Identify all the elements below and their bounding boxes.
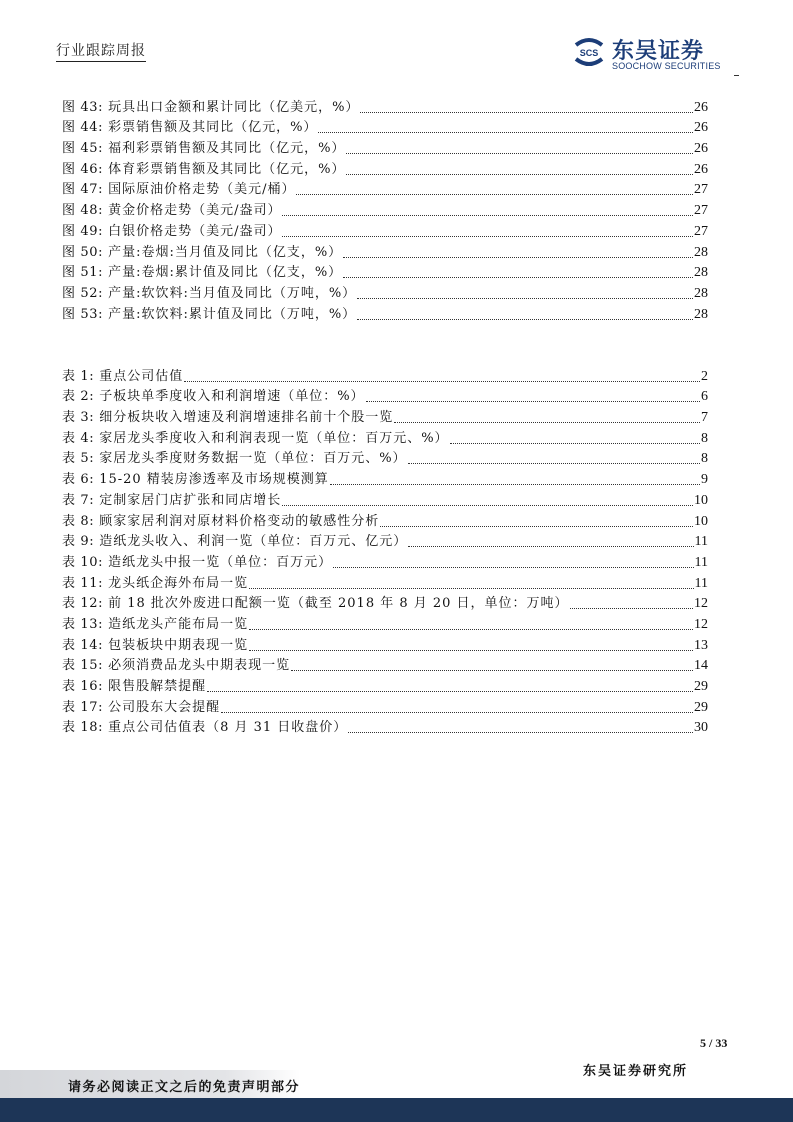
entry-label: 表 16:: [62, 679, 104, 694]
entry-label: 图 43:: [62, 99, 104, 115]
dot-leader: [184, 381, 700, 382]
entry-label: 表 7:: [62, 492, 95, 508]
entry-title: 体育彩票销售额及其同比（亿元，%）: [108, 161, 346, 177]
entry-title: 龙头纸企海外布局一览: [108, 575, 249, 591]
footer-company: 东吴证券研究所: [583, 1064, 689, 1079]
entry-label: 图 47:: [62, 182, 104, 198]
table-entry[interactable]: [62, 467, 708, 488]
entry-page: 27: [694, 203, 708, 219]
dot-leader: [343, 277, 693, 278]
figure-entry[interactable]: [62, 178, 708, 199]
logo-mark-text: SCS: [579, 48, 599, 58]
dot-leader: [394, 422, 700, 423]
disclaimer-text: 请务必阅读正文之后的免责声明部分: [68, 1080, 301, 1095]
entry-page: 7: [701, 410, 708, 426]
figure-entry[interactable]: [62, 157, 708, 178]
entry-page: 27: [694, 182, 708, 198]
report-type: 行业跟踪周报: [56, 40, 146, 60]
figure-entry[interactable]: [62, 281, 708, 302]
entry-title: 产量:卷烟:累计值及同比（亿支，%）: [108, 265, 343, 281]
dot-leader: [249, 629, 693, 630]
entry-title: 产量:卷烟:当月值及同比（亿支，%）: [108, 244, 343, 260]
dot-leader: [348, 732, 693, 733]
dot-leader: [291, 670, 693, 671]
entry-label: 图 49:: [62, 223, 104, 239]
entry-page: 9: [701, 472, 708, 488]
entry-title: 国际原油价格走势（美元/桶）: [108, 182, 296, 198]
entry-page: 14: [694, 658, 708, 674]
entry-page: 8: [701, 430, 708, 446]
entry-page: 29: [694, 679, 708, 694]
entry-label: 图 51:: [62, 265, 104, 281]
entry-label: 表 13:: [62, 616, 104, 632]
figure-entry[interactable]: [62, 198, 708, 219]
entry-page: 6: [701, 389, 708, 405]
entry-label: 表 1:: [62, 368, 95, 384]
dot-leader: [318, 132, 693, 133]
dot-leader: [366, 401, 700, 402]
header-divider: [734, 75, 739, 76]
entry-page: 28: [694, 285, 708, 301]
figure-entry[interactable]: [62, 219, 708, 240]
dot-leader: [450, 443, 700, 444]
logo-chinese-name: 东吴证券: [612, 39, 705, 64]
dot-leader: [357, 298, 693, 299]
dot-leader: [282, 215, 693, 216]
entry-title: 造纸龙头收入、利润一览（单位：百万元、亿元）: [99, 534, 408, 550]
entry-label: 图 44:: [62, 120, 104, 136]
entry-page: 11: [694, 575, 708, 591]
table-entry[interactable]: [62, 695, 708, 716]
entry-page: 10: [694, 492, 708, 508]
entry-label: 表 4:: [62, 430, 95, 446]
company-logo: [570, 33, 740, 73]
dot-leader: [207, 691, 693, 692]
scs-logo-icon: [570, 33, 608, 71]
dot-leader: [357, 319, 693, 320]
table-entry[interactable]: [62, 592, 708, 613]
entry-page: 10: [694, 513, 708, 529]
entry-page: 8: [701, 451, 708, 467]
entry-page: 29: [694, 699, 708, 715]
logo-english-name: SOOCHOW SECURITIES: [612, 61, 721, 71]
entry-page: 12: [694, 596, 708, 612]
entry-page: 12: [694, 616, 708, 632]
entry-label: 图 52:: [62, 285, 104, 301]
entry-label: 图 48:: [62, 203, 104, 219]
entry-title: 造纸龙头中报一览（单位：百万元）: [108, 554, 333, 570]
dot-leader: [221, 712, 693, 713]
dot-leader: [380, 526, 693, 527]
entry-label: 表 11:: [62, 575, 104, 591]
table-list: [62, 364, 708, 736]
entry-title: 公司股东大会提醒: [108, 699, 221, 715]
table-entry[interactable]: [62, 633, 708, 654]
entry-label: 表 12:: [62, 596, 104, 612]
dot-leader: [249, 650, 693, 651]
figure-entry[interactable]: [62, 95, 708, 116]
entry-title: 玩具出口金额和累计同比（亿美元，%）: [108, 99, 360, 115]
dot-leader: [333, 567, 693, 568]
table-entry[interactable]: [62, 364, 708, 385]
table-entry[interactable]: [62, 654, 708, 675]
entry-page: 2: [701, 368, 708, 384]
dot-leader: [408, 463, 700, 464]
dot-leader: [408, 546, 693, 547]
dot-leader: [346, 174, 693, 175]
entry-page: 27: [694, 223, 708, 239]
entry-label: 表 14:: [62, 637, 104, 653]
table-entry[interactable]: [62, 612, 708, 633]
entry-page: 11: [694, 554, 708, 570]
dot-leader: [330, 484, 700, 485]
entry-label: 图 45:: [62, 141, 104, 157]
entry-page: 26: [694, 161, 708, 177]
entry-label: 表 18:: [62, 720, 104, 736]
entry-label: 表 8:: [62, 513, 95, 529]
entry-title: 产量:软饮料:累计值及同比（万吨，%）: [108, 306, 357, 322]
entry-title: 限售股解禁提醒: [108, 679, 207, 694]
table-entry[interactable]: [62, 530, 708, 551]
entry-label: 表 9:: [62, 534, 95, 550]
entry-title: 造纸龙头产能布局一览: [108, 616, 249, 632]
table-entry[interactable]: [62, 509, 708, 530]
entry-label: 图 50:: [62, 244, 104, 260]
table-entry[interactable]: [62, 674, 708, 695]
table-entry[interactable]: [62, 571, 708, 592]
entry-title: 重点公司估值: [99, 368, 184, 384]
entry-title: 细分板块收入增速及利润增速排名前十个股一览: [99, 410, 394, 426]
entry-page: 11: [694, 534, 708, 550]
entry-page: 26: [694, 99, 708, 115]
entry-title: 15-20 精装房渗透率及市场规模测算: [99, 472, 329, 488]
entry-title: 福利彩票销售额及其同比（亿元，%）: [108, 141, 346, 157]
entry-title: 产量:软饮料:当月值及同比（万吨，%）: [108, 285, 357, 301]
figure-entry[interactable]: [62, 240, 708, 261]
figure-list: [62, 95, 708, 323]
table-entry[interactable]: [62, 488, 708, 509]
entry-label: 表 3:: [62, 410, 95, 426]
dot-leader: [570, 608, 693, 609]
entry-label: 图 46:: [62, 161, 104, 177]
figure-entry[interactable]: [62, 136, 708, 157]
figure-entry[interactable]: [62, 261, 708, 282]
footer-band: [0, 1098, 793, 1122]
entry-title: 白银价格走势（美元/盎司）: [108, 223, 282, 239]
entry-title: 家居龙头季度收入和利润表现一览（单位：百万元、%）: [99, 430, 449, 446]
entry-page: 28: [694, 244, 708, 260]
dot-leader: [346, 153, 693, 154]
entry-label: 表 15:: [62, 658, 104, 674]
entry-label: 图 53:: [62, 306, 104, 322]
entry-label: 表 2:: [62, 389, 95, 405]
entry-page: 28: [694, 265, 708, 281]
dot-leader: [360, 112, 693, 113]
table-entry[interactable]: [62, 385, 708, 406]
entry-title: 黄金价格走势（美元/盎司）: [108, 203, 282, 219]
table-entry[interactable]: [62, 716, 708, 737]
entry-page: 26: [694, 141, 708, 157]
entry-title: 家居龙头季度财务数据一览（单位：百万元、%）: [99, 451, 407, 467]
entry-title: 必须消费品龙头中期表现一览: [108, 658, 291, 674]
table-entry[interactable]: [62, 550, 708, 571]
entry-page: 28: [694, 306, 708, 322]
figure-entry[interactable]: [62, 302, 708, 323]
entry-label: 表 5:: [62, 451, 95, 467]
disclaimer-bar: [0, 1070, 300, 1098]
dot-leader: [282, 236, 693, 237]
entry-title: 彩票销售额及其同比（亿元，%）: [108, 120, 318, 136]
entry-page: 26: [694, 120, 708, 136]
entry-title: 包装板块中期表现一览: [108, 637, 249, 653]
dot-leader: [282, 505, 693, 506]
dot-leader: [343, 257, 693, 258]
entry-label: 表 6:: [62, 472, 95, 488]
entry-title: 顾家家居利润对原材料价格变动的敏感性分析: [99, 513, 380, 529]
entry-title: 重点公司估值表（8 月 31 日收盘价）: [108, 720, 348, 736]
table-entry[interactable]: [62, 426, 708, 447]
entry-title: 定制家居门店扩张和同店增长: [99, 492, 282, 508]
entry-label: 表 17:: [62, 699, 104, 715]
page-number: 5 / 33: [700, 1036, 728, 1050]
dot-leader: [249, 588, 693, 589]
table-entry[interactable]: [62, 447, 708, 468]
table-entry[interactable]: [62, 405, 708, 426]
dot-leader: [296, 194, 693, 195]
entry-page: 13: [694, 637, 708, 653]
figure-entry[interactable]: [62, 116, 708, 137]
entry-label: 表 10:: [62, 554, 104, 570]
entry-page: 30: [694, 720, 708, 736]
entry-title: 前 18 批次外废进口配额一览（截至 2018 年 8 月 20 日，单位：万吨）: [108, 596, 569, 612]
entry-title: 子板块单季度收入和利润增速（单位：%）: [99, 389, 365, 405]
